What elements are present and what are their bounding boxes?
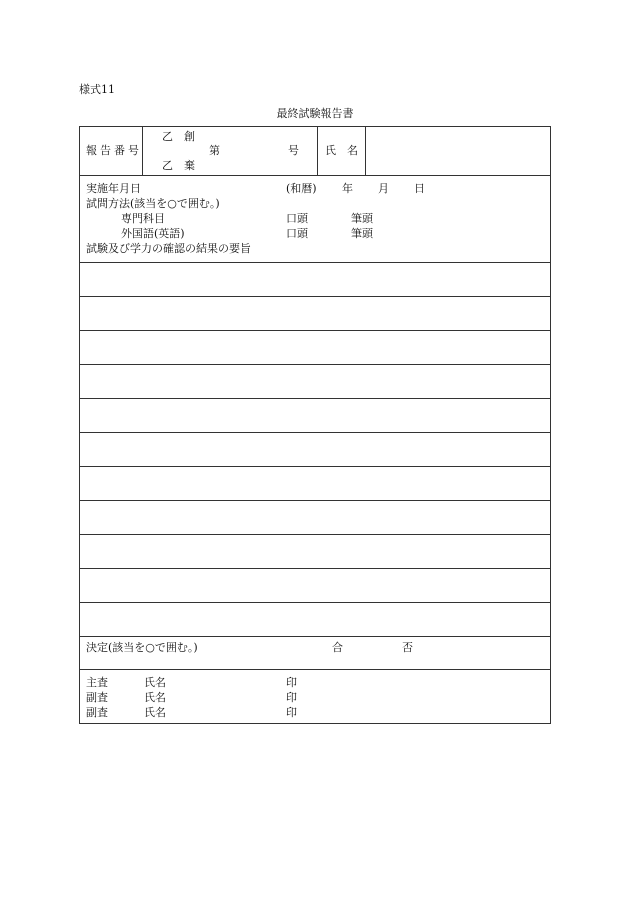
foreign-language-label: 外国語(英語)	[121, 227, 185, 240]
writing-row-line	[80, 534, 550, 535]
writing-row-line	[80, 330, 550, 331]
degree-type-kou: 乙 創	[162, 130, 195, 143]
report-form	[79, 126, 551, 724]
chief-examiner-seal: 印	[286, 676, 297, 689]
month-label: 月	[378, 182, 389, 195]
writing-row-line	[80, 398, 550, 399]
number-suffix-go: 号	[288, 144, 299, 157]
header-divider	[317, 127, 318, 175]
vice-examiner-1-name-label: 氏名	[144, 691, 166, 704]
day-label: 日	[414, 182, 425, 195]
writing-row-line	[80, 262, 550, 263]
header-divider	[365, 127, 366, 175]
writing-row-line	[80, 296, 550, 297]
divider	[80, 175, 550, 176]
degree-type-otsu: 乙 棄	[162, 159, 195, 172]
specialty-subject-label: 専門科目	[121, 212, 165, 225]
year-label: 年	[342, 182, 353, 195]
divider	[80, 669, 550, 670]
writing-row-line	[80, 432, 550, 433]
writing-row-line	[80, 500, 550, 501]
vice-examiner-2-seal: 印	[286, 706, 297, 719]
document-title: 最終試験報告書	[276, 107, 354, 120]
report-number-label: 報告番号	[86, 144, 142, 157]
chief-examiner-role: 主査	[86, 676, 108, 689]
header-divider	[142, 127, 143, 175]
writing-row-line	[80, 636, 550, 637]
language-written-option[interactable]: 筆頭	[351, 227, 373, 240]
vice-examiner-1-seal: 印	[286, 691, 297, 704]
exam-date-label: 実施年月日	[86, 182, 141, 195]
writing-row-line	[80, 466, 550, 467]
specialty-oral-option[interactable]: 口頭	[286, 212, 308, 225]
vice-examiner-2-role: 副査	[86, 706, 108, 719]
writing-row-line	[80, 602, 550, 603]
chief-examiner-name-label: 氏名	[144, 676, 166, 689]
exam-summary-label: 試験及び学力の確認の結果の要旨	[86, 242, 251, 255]
form-number-label: 様式11	[79, 83, 115, 96]
name-label: 氏 名	[325, 144, 358, 157]
exam-method-label: 試問方法(該当を○で囲む。)	[86, 197, 220, 210]
era-label: (和暦)	[286, 182, 317, 195]
specialty-written-option[interactable]: 筆頭	[351, 212, 373, 225]
language-oral-option[interactable]: 口頭	[286, 227, 308, 240]
vice-examiner-1-role: 副査	[86, 691, 108, 704]
decision-fail-option[interactable]: 否	[402, 641, 413, 654]
number-prefix-dai: 第	[209, 144, 220, 157]
decision-label: 決定(該当を○で囲む。)	[86, 641, 198, 654]
writing-row-line	[80, 568, 550, 569]
decision-pass-option[interactable]: 合	[332, 641, 343, 654]
writing-row-line	[80, 364, 550, 365]
vice-examiner-2-name-label: 氏名	[144, 706, 166, 719]
